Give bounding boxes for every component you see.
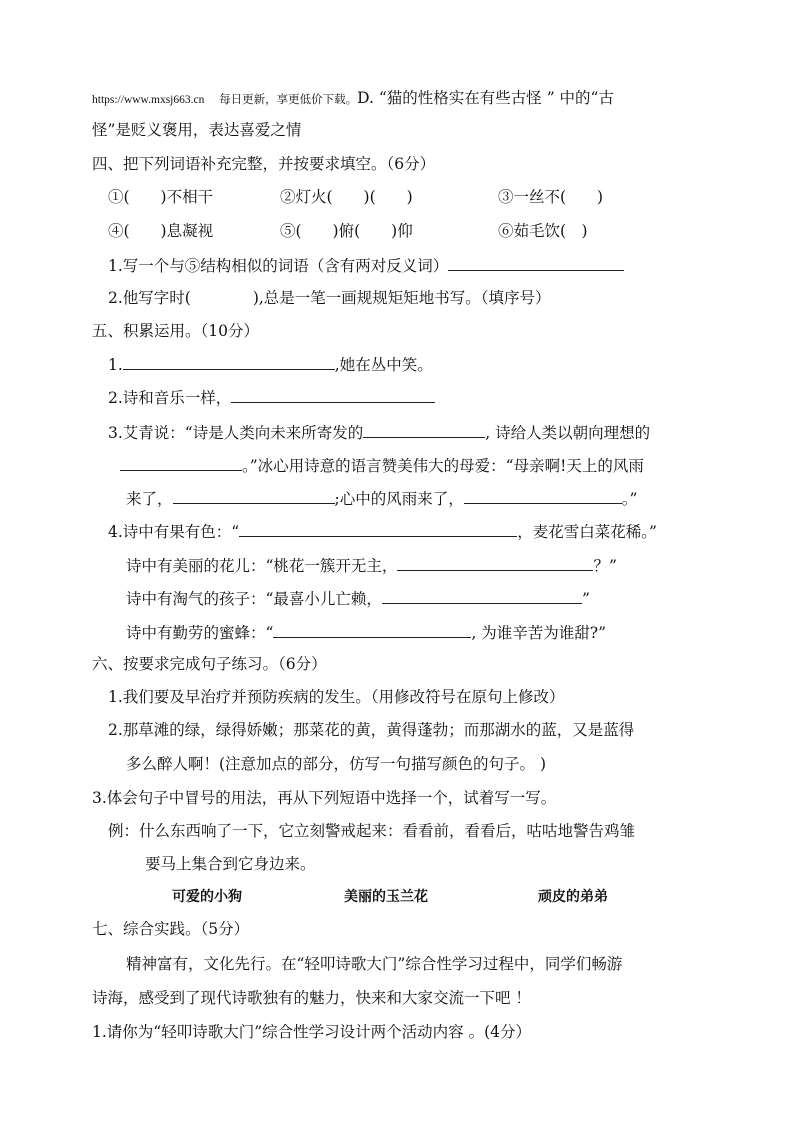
s5-q4-text-c: 诗中有美丽的花儿：“桃花一簇开无主， <box>126 557 398 575</box>
section-7-title: 七、综合实践。（5分） <box>92 920 250 938</box>
answer-blank[interactable] <box>464 487 622 504</box>
section-5-title: 五、积累运用。（10分） <box>92 322 259 340</box>
s5-q3-text-b: , 诗给人类以朝向理想的 <box>485 424 651 442</box>
s5-question-3a <box>108 421 650 444</box>
s5-q4-text-h: , 为谁辛苦为谁甜?” <box>471 624 607 642</box>
word-item-6: ⑥茹毛饮( ) <box>498 222 588 240</box>
s5-question-3b <box>120 454 644 477</box>
s5-question-4a <box>108 520 657 543</box>
s5-q4-text-b: ，麦花雪白菜花稀。” <box>517 523 657 541</box>
s5-q3-text-a: 3.艾青说：“诗是人类向未来所寄发的 <box>108 424 364 442</box>
s5-q4-text-a: 4.诗中有果有色：“ <box>108 523 240 541</box>
s7-paragraph-line-1: 精神富有，文化先行。在“轻叩诗歌大门”综合性学习过程中，同学们畅游 <box>126 955 623 973</box>
answer-blank[interactable] <box>123 353 335 370</box>
s5-question-1 <box>108 353 433 376</box>
header-rest: D. “猫的性格实在有些古怪 ” 中的“古 <box>357 89 614 107</box>
answer-blank[interactable] <box>173 487 335 504</box>
s5-q4-text-d: ？” <box>593 557 617 575</box>
word-item-1: ①( )不相干 <box>108 188 214 206</box>
word-item-5: ⑤( )俯( )仰 <box>280 222 413 240</box>
s4-question-1 <box>108 254 624 277</box>
s5-q3-text-e: ;心中的风雨来了， <box>334 490 464 508</box>
answer-blank[interactable] <box>231 386 435 403</box>
section-6-title: 六、按要求完成句子练习。（6分） <box>92 655 327 673</box>
answer-blank[interactable] <box>448 254 624 271</box>
s5-q1-suffix: ,她在丛中笑。 <box>334 356 433 374</box>
s5-q1-num: 1. <box>108 356 123 374</box>
word-item-3: ③一丝不( ) <box>498 188 604 206</box>
answer-blank[interactable] <box>397 554 593 571</box>
header-line-2: 怪”是贬义褒用，表达喜爱之情 <box>92 121 302 139</box>
answer-blank[interactable] <box>120 454 242 471</box>
phrase-option-3: 顽皮的弟弟 <box>538 889 608 905</box>
s5-q3-text-d: 来了， <box>126 490 173 508</box>
section-4-title: 四、把下列词语补充完整，并按要求填空。（6分） <box>92 155 436 173</box>
answer-blank[interactable] <box>239 520 517 537</box>
answer-blank[interactable] <box>382 587 582 604</box>
s6-question-1: 1.我们要及早治疗并预防疾病的发生。（用修改符号在原句上修改） <box>108 688 565 706</box>
s5-question-3c <box>126 487 637 510</box>
s6-question-2a: 2.那草滩的绿，绿得娇嫩；那菜花的黄，黄得蓬勃；而那湖水的蓝，又是蓝得 <box>108 721 635 739</box>
s6-question-2b: 多么醉人啊！(注意加点的部分，仿写一句描写颜色的句子。 ) <box>126 755 547 773</box>
source-url: https://www.mxsj663.cn <box>92 94 205 106</box>
s5-q2-text: 2.诗和音乐一样， <box>108 389 232 407</box>
s5-question-2 <box>108 386 435 409</box>
header-line <box>92 87 614 111</box>
answer-blank[interactable] <box>363 421 485 438</box>
word-item-2: ②灯火( )( ) <box>280 188 413 206</box>
s4-question-2: 2.他写字时( ),总是一笔一画规规矩矩地书写。（填序号） <box>108 289 551 307</box>
phrase-option-2: 美丽的玉兰花 <box>344 889 428 905</box>
s6-question-3: 3.体会句子中冒号的用法，再从下列短语中选择一个，试着写一写。 <box>92 789 557 807</box>
s5-question-4b <box>126 554 617 577</box>
s5-question-4d <box>126 621 606 644</box>
s5-q3-text-f: 。” <box>621 490 638 508</box>
promo-text: 每日更新，享更低价下载。 <box>219 94 358 106</box>
answer-blank[interactable] <box>273 621 471 638</box>
s7-paragraph-line-2: 诗海，感受到了现代诗歌独有的魅力，快来和大家交流一下吧 ！ <box>92 989 531 1007</box>
example-line-2: 要马上集合到它身边来。 <box>145 855 316 873</box>
s5-q4-text-f: ” <box>581 590 590 608</box>
s5-q4-text-e: 诗中有淘气的孩子：“最喜小儿亡赖， <box>126 590 382 608</box>
example-line-1: 例：什么东西响了一下，它立刻警戒起来：看看前，看看后，咕咕地警告鸡雏 <box>108 822 636 840</box>
s5-q4-text-g: 诗中有勤劳的蜜蜂：“ <box>126 624 274 642</box>
s5-q3-text-c: 。”冰心用诗意的语言赞美伟大的母爱：“母亲啊!天上的风雨 <box>242 457 644 475</box>
s7-question-1: 1.请你为“轻叩诗歌大门”综合性学习设计两个活动内容 。(4分） <box>92 1023 531 1041</box>
s4-q1-text: 1.写一个与⑤结构相似的词语（含有两对反义词） <box>108 257 449 275</box>
s5-question-4c <box>126 587 590 610</box>
phrase-option-1: 可爱的小狗 <box>172 889 242 905</box>
word-item-4: ④( )息凝视 <box>108 222 214 240</box>
